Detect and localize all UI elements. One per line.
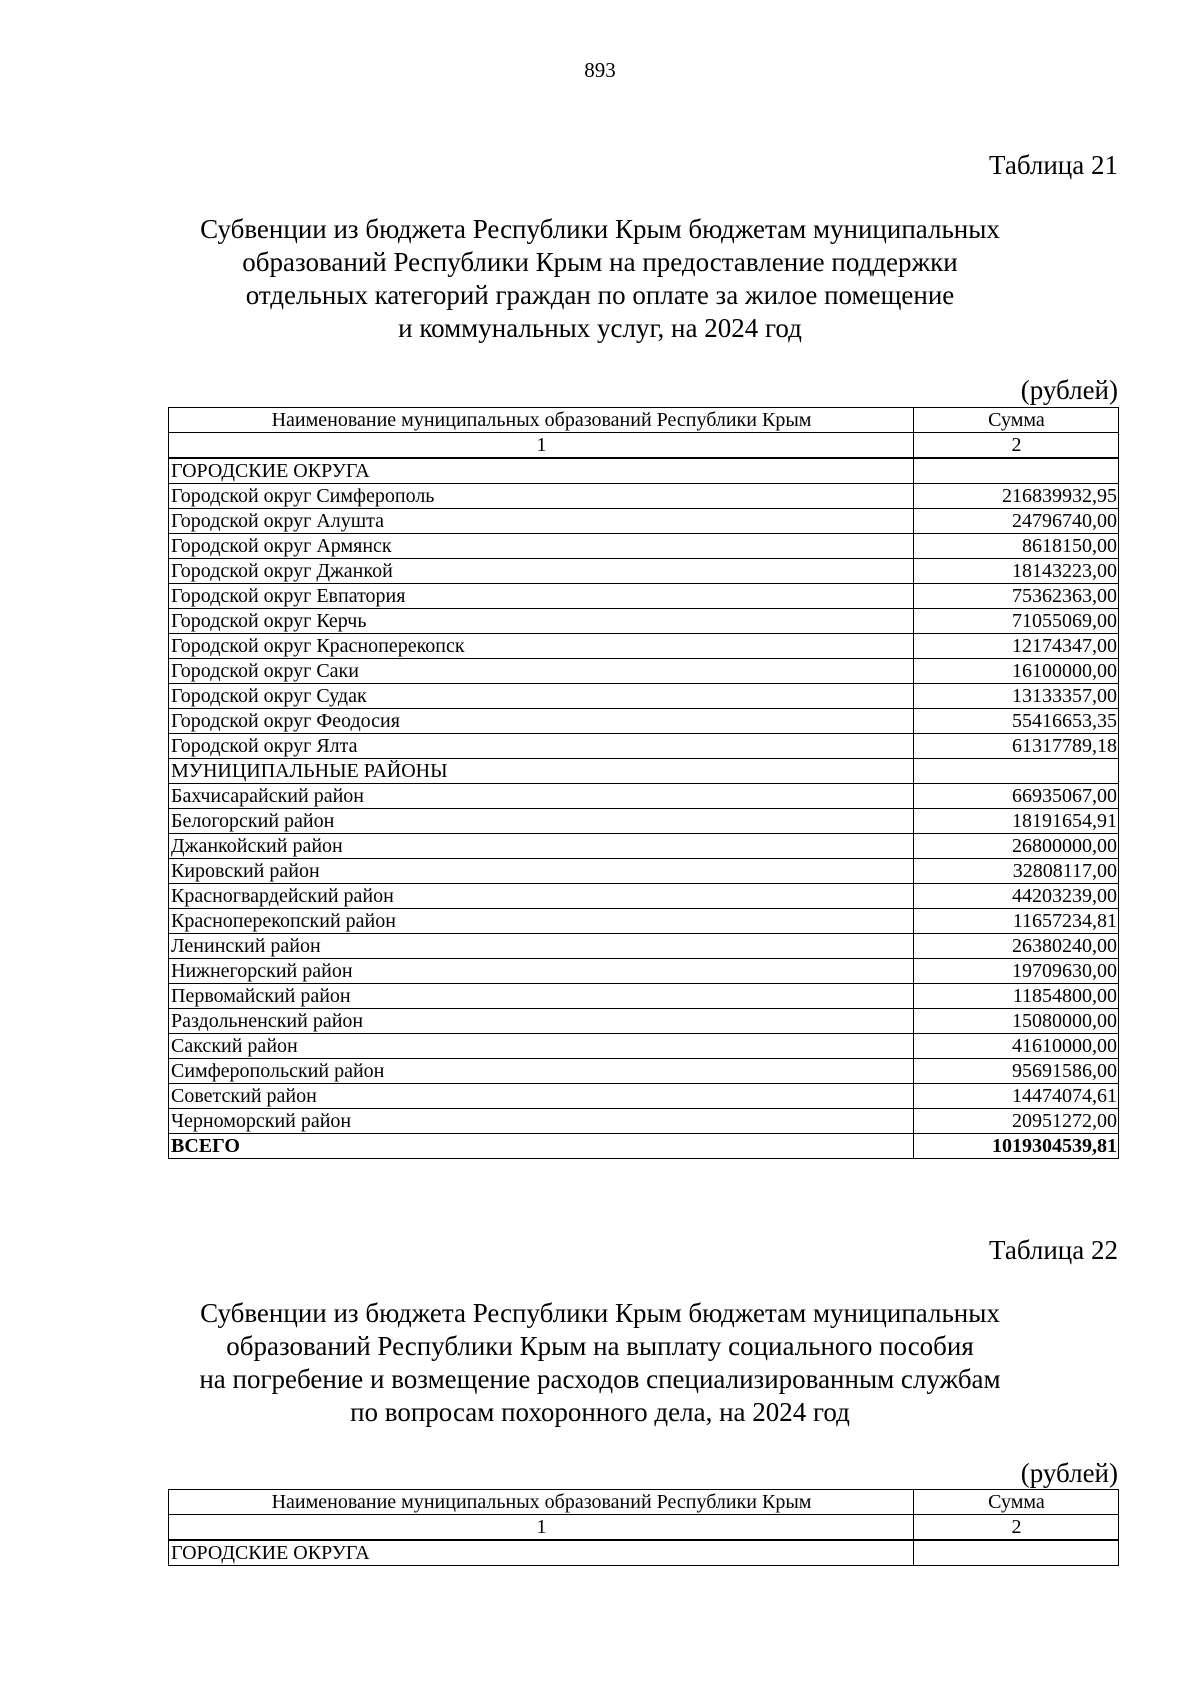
row-value: 32808117,00 xyxy=(914,859,1119,884)
table-row xyxy=(169,1084,1119,1109)
row-name: Сакский район xyxy=(169,1034,914,1059)
row-name: Кировский район xyxy=(169,859,914,884)
table-row xyxy=(169,784,1119,809)
row-name: Белогорский район xyxy=(169,809,914,834)
column-number: 1 xyxy=(169,433,914,459)
row-value: 19709630,00 xyxy=(914,959,1119,984)
table-row xyxy=(169,909,1119,934)
title-line: Субвенции из бюджета Республики Крым бюджетам муниципальных xyxy=(200,1298,1000,1328)
header-sum: Сумма xyxy=(914,1490,1119,1515)
title-line: образований Республики Крым на предоставление поддержки xyxy=(242,247,958,277)
table-22 xyxy=(168,1489,1119,1566)
total-label: ВСЕГО xyxy=(169,1134,914,1159)
row-value: 14474074,61 xyxy=(914,1084,1119,1109)
row-name: Городской округ Симферополь xyxy=(169,484,914,509)
total-value: 1019304539,81 xyxy=(914,1134,1119,1159)
table-row xyxy=(169,484,1119,509)
row-value: 216839932,95 xyxy=(914,484,1119,509)
row-value: 95691586,00 xyxy=(914,1059,1119,1084)
row-value: 24796740,00 xyxy=(914,509,1119,534)
table-21 xyxy=(168,407,1119,1159)
title-line: по вопросам похоронного дела, на 2024 год xyxy=(350,1397,850,1427)
row-name: Джанкойский район xyxy=(169,834,914,859)
row-name: Ленинский район xyxy=(169,934,914,959)
row-value: 55416653,35 xyxy=(914,709,1119,734)
row-value: 16100000,00 xyxy=(914,659,1119,684)
row-name: Красноперекопский район xyxy=(169,909,914,934)
header-name: Наименование муниципальных образований Республики Крым xyxy=(169,408,914,433)
row-value: 75362363,00 xyxy=(914,584,1119,609)
row-value xyxy=(914,1540,1119,1566)
table-row xyxy=(169,634,1119,659)
row-value: 18191654,91 xyxy=(914,809,1119,834)
table-22-label: Таблица 22 xyxy=(989,1235,1118,1265)
row-name: ГОРОДСКИЕ ОКРУГА xyxy=(169,1540,914,1566)
row-name: Городской округ Евпатория xyxy=(169,584,914,609)
row-name: МУНИЦИПАЛЬНЫЕ РАЙОНЫ xyxy=(169,759,914,784)
table-row xyxy=(169,984,1119,1009)
row-name: Городской округ Джанкой xyxy=(169,559,914,584)
title-line: Субвенции из бюджета Республики Крым бюджетам муниципальных xyxy=(200,214,1000,244)
table-row xyxy=(169,1540,1119,1566)
row-value: 11657234,81 xyxy=(914,909,1119,934)
table-21-label: Таблица 21 xyxy=(989,150,1118,180)
header-row xyxy=(169,408,1119,433)
table-row xyxy=(169,509,1119,534)
row-value: 71055069,00 xyxy=(914,609,1119,634)
table-row xyxy=(169,1009,1119,1034)
total-row xyxy=(169,1134,1119,1159)
table-row xyxy=(169,709,1119,734)
header-name: Наименование муниципальных образований Республики Крым xyxy=(169,1490,914,1515)
row-name: Нижнегорский район xyxy=(169,959,914,984)
row-value: 41610000,00 xyxy=(914,1034,1119,1059)
table-row xyxy=(169,734,1119,759)
row-name: Городской округ Ялта xyxy=(169,734,914,759)
table-row xyxy=(169,759,1119,784)
row-value: 18143223,00 xyxy=(914,559,1119,584)
row-name: Городской округ Феодосия xyxy=(169,709,914,734)
title-line: на погребение и возмещение расходов специализированным службам xyxy=(199,1364,1001,1394)
table-row xyxy=(169,1034,1119,1059)
row-name: Городской округ Армянск xyxy=(169,534,914,559)
title-line: и коммунальных услуг, на 2024 год xyxy=(398,313,802,343)
row-value: 26800000,00 xyxy=(914,834,1119,859)
row-name: Городской округ Красноперекопск xyxy=(169,634,914,659)
row-value: 44203239,00 xyxy=(914,884,1119,909)
row-value xyxy=(914,759,1119,784)
column-number: 2 xyxy=(914,1515,1119,1541)
table-row xyxy=(169,859,1119,884)
row-name: Раздольненский район xyxy=(169,1009,914,1034)
row-name: Первомайский район xyxy=(169,984,914,1009)
row-value: 66935067,00 xyxy=(914,784,1119,809)
title-line: образований Республики Крым на выплату социального пособия xyxy=(226,1331,974,1361)
table-row xyxy=(169,1109,1119,1134)
table-22-units: (рублей) xyxy=(1020,1458,1118,1488)
table-row xyxy=(169,884,1119,909)
table-21-title xyxy=(150,213,1050,345)
table-21-units: (рублей) xyxy=(1020,375,1118,405)
table-row xyxy=(169,934,1119,959)
header-row xyxy=(169,1490,1119,1515)
table-row xyxy=(169,458,1119,484)
row-value: 12174347,00 xyxy=(914,634,1119,659)
row-value: 61317789,18 xyxy=(914,734,1119,759)
table-22-title xyxy=(150,1297,1050,1429)
table-row xyxy=(169,834,1119,859)
row-name: Красногвардейский район xyxy=(169,884,914,909)
row-value: 11854800,00 xyxy=(914,984,1119,1009)
column-number: 1 xyxy=(169,1515,914,1541)
row-name: Городской округ Судак xyxy=(169,684,914,709)
row-value: 26380240,00 xyxy=(914,934,1119,959)
row-name: Черноморский район xyxy=(169,1109,914,1134)
table-row xyxy=(169,584,1119,609)
table-row xyxy=(169,609,1119,634)
row-value: 8618150,00 xyxy=(914,534,1119,559)
column-number: 2 xyxy=(914,433,1119,459)
table-row xyxy=(169,959,1119,984)
table-row xyxy=(169,684,1119,709)
row-name: Городской округ Саки xyxy=(169,659,914,684)
row-value xyxy=(914,458,1119,484)
row-name: Городской округ Керчь xyxy=(169,609,914,634)
row-name: ГОРОДСКИЕ ОКРУГА xyxy=(169,458,914,484)
table-row xyxy=(169,809,1119,834)
title-line: отдельных категорий граждан по оплате за жилое помещение xyxy=(245,280,955,310)
table-row xyxy=(169,534,1119,559)
table-row xyxy=(169,559,1119,584)
row-name: Городской округ Алушта xyxy=(169,509,914,534)
row-name: Бахчисарайский район xyxy=(169,784,914,809)
table-row xyxy=(169,1059,1119,1084)
row-value: 20951272,00 xyxy=(914,1109,1119,1134)
page-number: 893 xyxy=(584,58,616,82)
column-number-row xyxy=(169,433,1119,459)
column-number-row xyxy=(169,1515,1119,1541)
row-value: 15080000,00 xyxy=(914,1009,1119,1034)
header-sum: Сумма xyxy=(914,408,1119,433)
row-value: 13133357,00 xyxy=(914,684,1119,709)
table-row xyxy=(169,659,1119,684)
row-name: Симферопольский район xyxy=(169,1059,914,1084)
row-name: Советский район xyxy=(169,1084,914,1109)
